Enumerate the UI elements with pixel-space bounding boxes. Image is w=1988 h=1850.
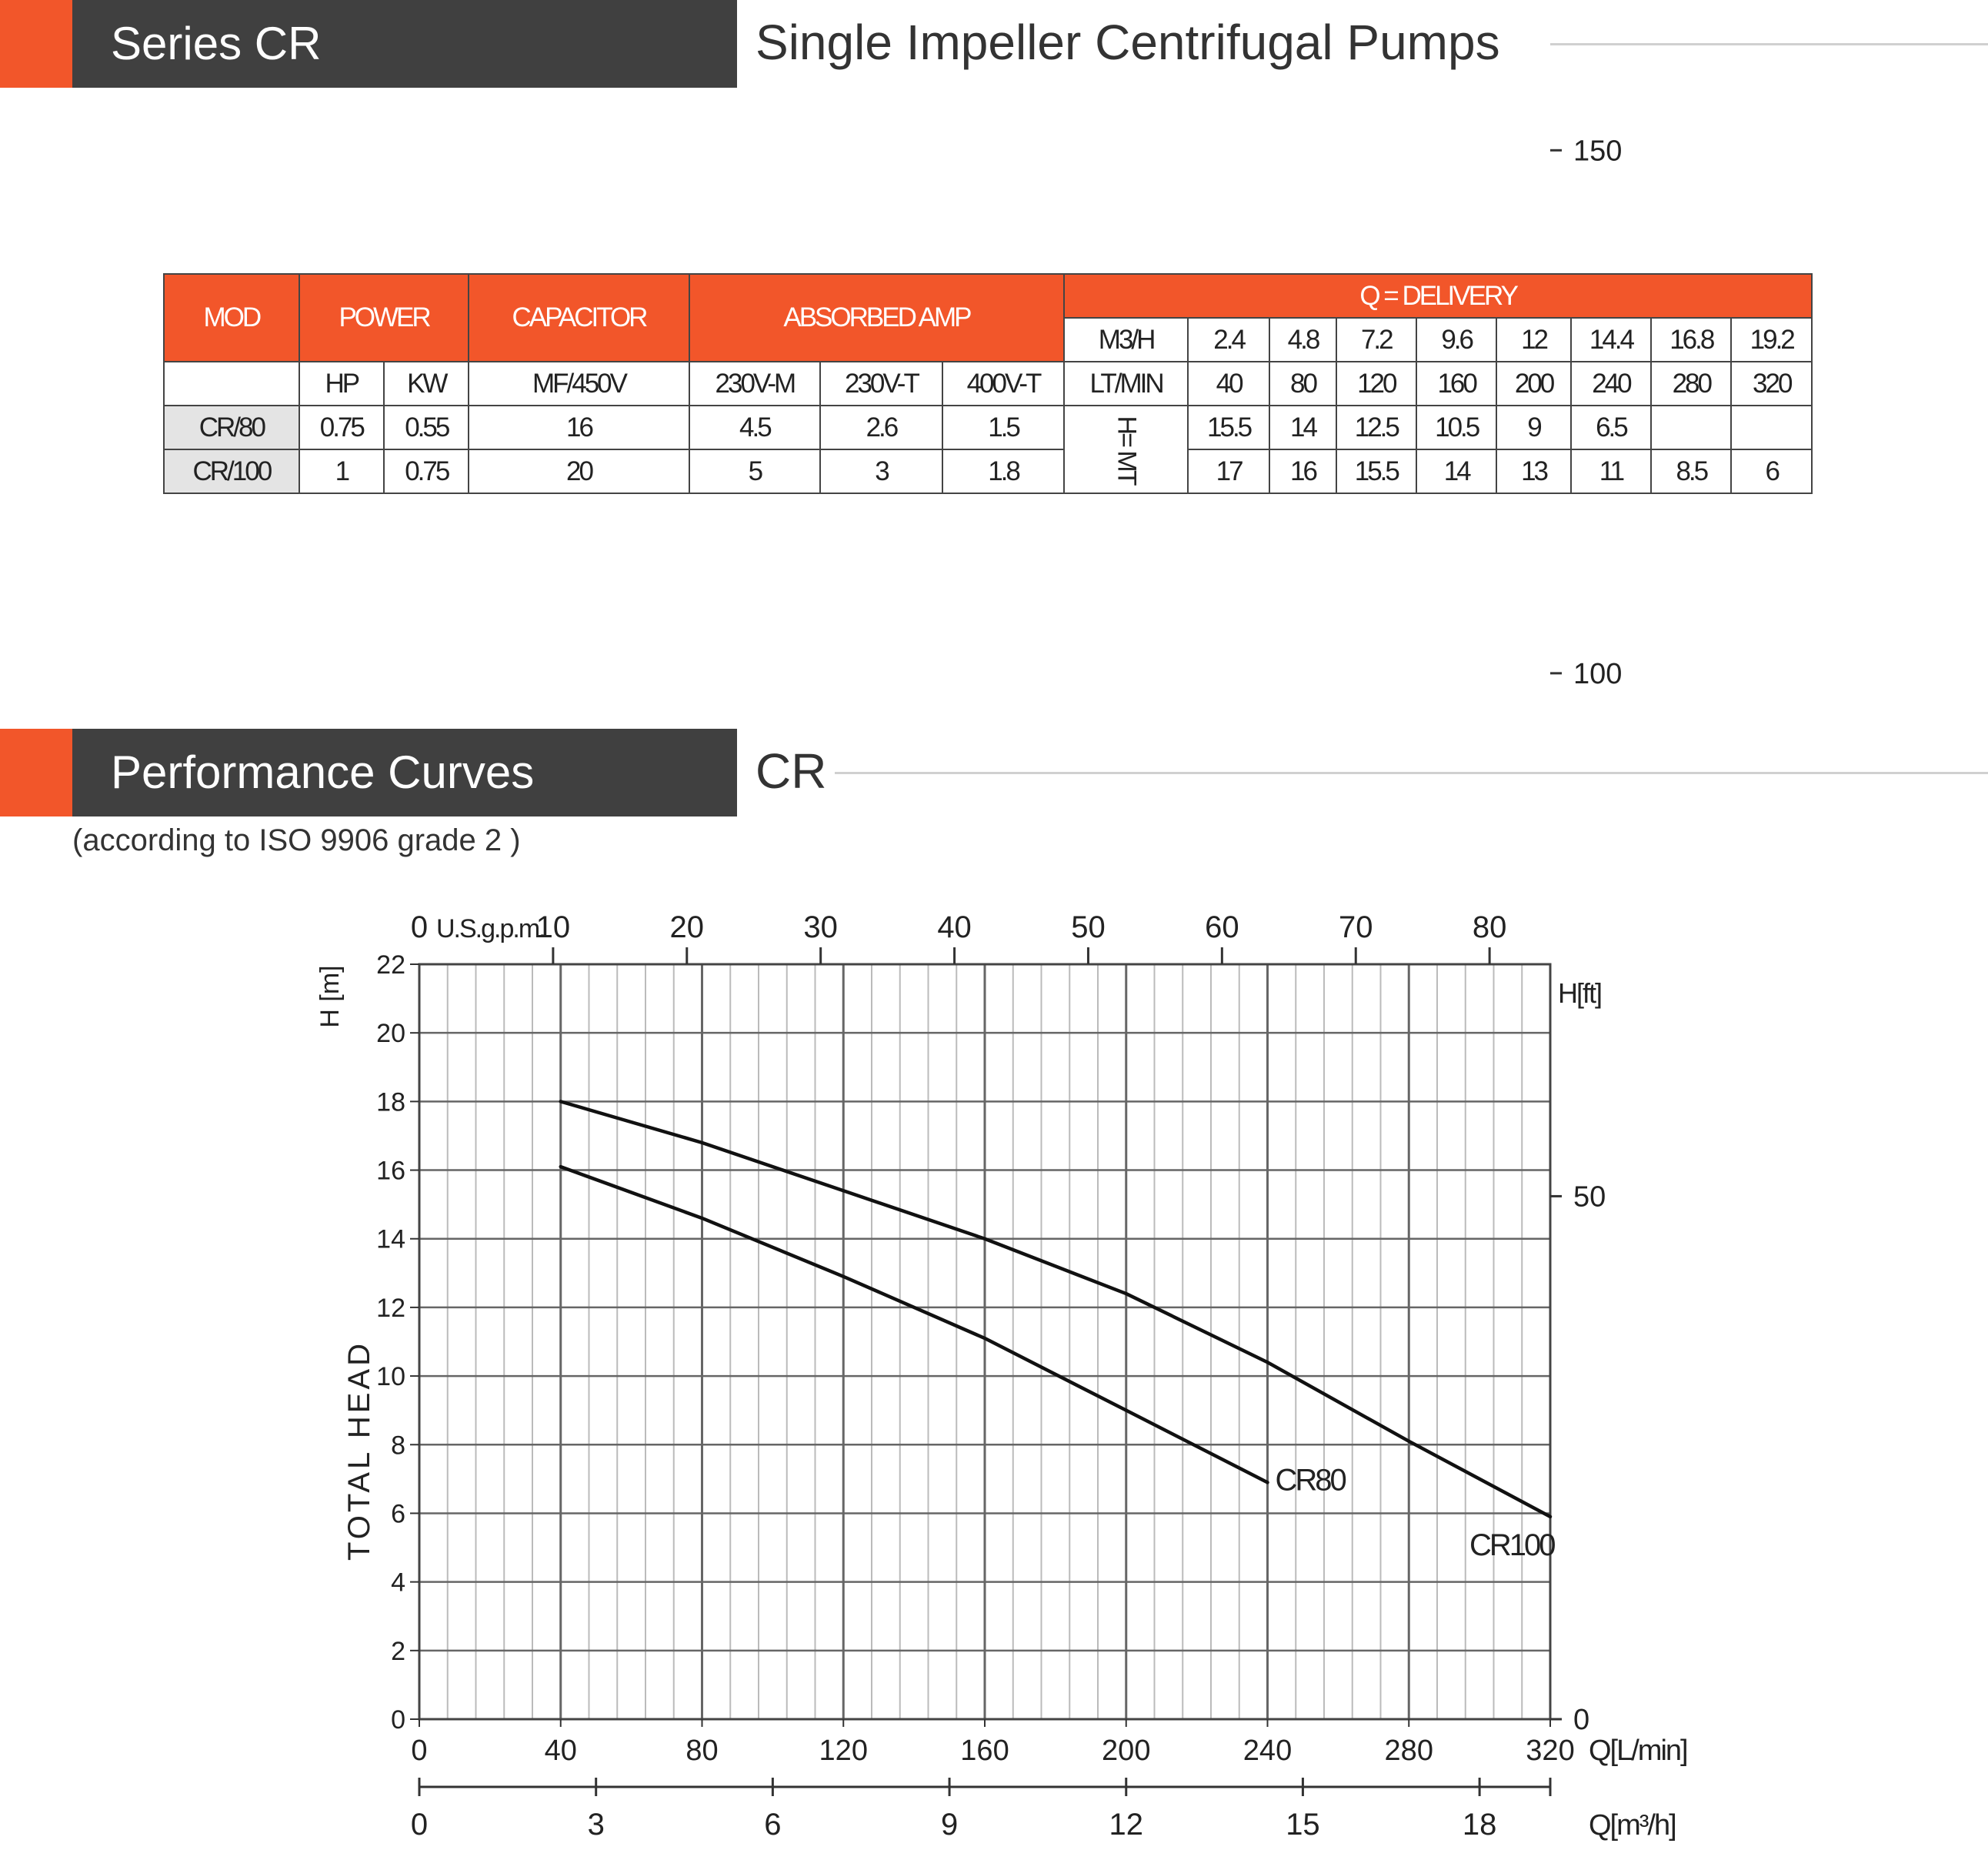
y-tick-label: 10	[376, 1362, 405, 1392]
ltmin-label: LT/MIN	[1064, 362, 1188, 406]
series-title: Series CR	[72, 0, 737, 88]
x-tick-label: 0	[411, 1735, 428, 1767]
th-power: POWER	[299, 274, 469, 362]
m3h-tick-label: 0	[410, 1808, 429, 1842]
gpm-tick-label: 60	[1205, 910, 1239, 944]
m3h-tick-label: 15	[1286, 1808, 1320, 1842]
x-tick-label: 320	[1526, 1735, 1575, 1767]
y-tick-label: 6	[391, 1499, 405, 1529]
head-cell: 9	[1496, 406, 1570, 449]
m3h-tick-label: 12	[1109, 1808, 1143, 1842]
th-mf: MF/450V	[469, 362, 689, 406]
series-label: CR80	[1275, 1463, 1345, 1498]
series-line-cr100	[561, 1101, 1550, 1517]
m3h-unit-label: Q[m³/h]	[1589, 1809, 1676, 1842]
th-kw: KW	[384, 362, 469, 406]
th-amp-230m: 230V-M	[689, 362, 821, 406]
head-cell: 11	[1571, 449, 1651, 493]
y-tick-label: 18	[376, 1087, 405, 1117]
perf-subtitle: CR	[756, 743, 827, 799]
ft-tick-label: 0	[1573, 1704, 1590, 1736]
m3h-cell: 12	[1496, 318, 1570, 362]
m3h-cell: 9.6	[1416, 318, 1496, 362]
y-unit-label: H [m]	[315, 965, 345, 1028]
th-mod: MOD	[164, 274, 299, 362]
model-cell: CR/100	[164, 449, 299, 493]
y-tick-label: 16	[376, 1156, 405, 1186]
amp-cell: 4.5	[689, 406, 821, 449]
amp-cell: 5	[689, 449, 821, 493]
mf-cell: 20	[469, 449, 689, 493]
ltmin-cell: 280	[1651, 362, 1731, 406]
ft-tick-label: 100	[1573, 657, 1623, 690]
x-tick-label: 160	[960, 1735, 1009, 1767]
m3h-cell: 7.2	[1336, 318, 1416, 362]
gpm-unit-label: U.S.g.p.m.	[436, 914, 545, 943]
m3h-cell: 4.8	[1269, 318, 1336, 362]
m3h-tick-label: 9	[940, 1808, 959, 1842]
hp-cell: 1	[299, 449, 384, 493]
y-tick-label: 4	[391, 1568, 405, 1598]
ltmin-cell: 200	[1496, 362, 1570, 406]
y-tick-label: 20	[376, 1019, 405, 1049]
m3h-label: M3/H	[1064, 318, 1188, 362]
head-cell: 16	[1269, 449, 1336, 493]
mf-cell: 16	[469, 406, 689, 449]
m3h-cell: 14.4	[1571, 318, 1651, 362]
gpm-tick-label: 0	[410, 910, 429, 944]
th-absorbed-amp: ABSORBED AMP	[689, 274, 1065, 362]
iso-note: (according to ISO 9906 grade 2 )	[72, 823, 521, 857]
x-tick-label: 120	[819, 1735, 868, 1767]
head-cell: 14	[1416, 449, 1496, 493]
head-cell: 6.5	[1571, 406, 1651, 449]
head-cell: 17	[1188, 449, 1269, 493]
gpm-tick-label: 20	[669, 910, 705, 944]
kw-cell: 0.55	[384, 406, 469, 449]
x-tick-label: 240	[1242, 1735, 1293, 1767]
ft-unit-label: H[ft]	[1558, 977, 1602, 1009]
ltmin-cell: 80	[1269, 362, 1336, 406]
y-tick-label: 22	[376, 950, 405, 980]
x-tick-label: 280	[1384, 1735, 1433, 1767]
y-tick-label: 14	[376, 1224, 405, 1254]
ltmin-cell: 120	[1336, 362, 1416, 406]
gpm-tick-label: 80	[1472, 910, 1507, 944]
head-cell: 14	[1269, 406, 1336, 449]
kw-cell: 0.75	[384, 449, 469, 493]
x-tick-label: 80	[685, 1735, 719, 1767]
th-capacitor: CAPACITOR	[469, 274, 689, 362]
model-cell: CR/80	[164, 406, 299, 449]
gpm-tick-label: 40	[937, 910, 972, 944]
amp-cell: 1.5	[942, 406, 1065, 449]
gpm-tick-label: 30	[803, 910, 838, 944]
head-cell: 13	[1496, 449, 1570, 493]
hp-cell: 0.75	[299, 406, 384, 449]
y-axis-label: TOTAL HEAD	[342, 1341, 376, 1561]
series-subtitle: Single Impeller Centrifugal Pumps	[756, 15, 1500, 70]
th-amp-230t: 230V-T	[820, 362, 942, 406]
head-cell: 12.5	[1336, 406, 1416, 449]
head-cell: 15.5	[1188, 406, 1269, 449]
y-tick-label: 12	[376, 1293, 405, 1323]
m3h-tick-label: 6	[764, 1808, 782, 1842]
x-tick-label: 40	[544, 1735, 577, 1767]
th-delivery: Q = DELIVERY	[1064, 274, 1812, 318]
ft-tick-label: 50	[1573, 1180, 1606, 1214]
ltmin-cell: 160	[1416, 362, 1496, 406]
head-cell: 15.5	[1336, 449, 1416, 493]
m3h-cell: 16.8	[1651, 318, 1731, 362]
y-tick-label: 0	[391, 1705, 405, 1735]
th-amp-400t: 400V-T	[942, 362, 1065, 406]
y-tick-label: 8	[391, 1431, 405, 1461]
h-label: H= MT	[1112, 416, 1142, 484]
m3h-cell: 2.4	[1188, 318, 1269, 362]
gpm-tick-label: 10	[535, 910, 571, 944]
m3h-tick-label: 18	[1462, 1808, 1497, 1842]
m3h-tick-label: 3	[587, 1808, 605, 1842]
series-label: CR100	[1469, 1528, 1554, 1562]
th-hp: HP	[299, 362, 384, 406]
amp-cell: 1.8	[942, 449, 1065, 493]
ltmin-cell: 40	[1188, 362, 1269, 406]
gpm-tick-label: 50	[1071, 910, 1106, 944]
x-tick-label: 200	[1102, 1735, 1151, 1767]
m3h-cell: 19.2	[1731, 318, 1812, 362]
head-cell: 8.5	[1651, 449, 1731, 493]
y-tick-label: 2	[391, 1636, 405, 1666]
ft-tick-label: 150	[1573, 135, 1623, 168]
ltmin-cell: 240	[1571, 362, 1651, 406]
x-unit-label: Q[L/min]	[1589, 1735, 1687, 1767]
head-cell: 6	[1731, 449, 1812, 493]
amp-cell: 2.6	[820, 406, 942, 449]
perf-title: Performance Curves	[72, 729, 737, 816]
ltmin-cell: 320	[1731, 362, 1812, 406]
amp-cell: 3	[820, 449, 942, 493]
gpm-tick-label: 70	[1338, 910, 1373, 944]
head-cell: 10.5	[1416, 406, 1496, 449]
